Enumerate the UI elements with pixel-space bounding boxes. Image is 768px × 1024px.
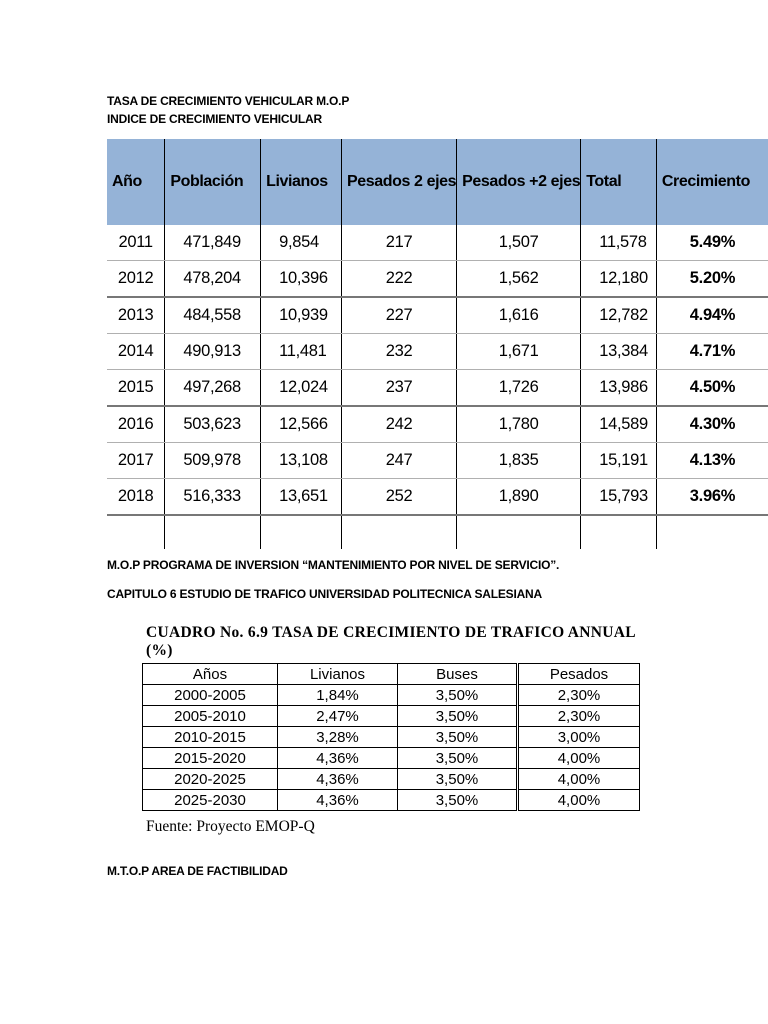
pesados-2-cell: 217 bbox=[341, 225, 456, 261]
livianos-cell: 10,396 bbox=[261, 261, 342, 298]
column-header: Pesados +2 ejes bbox=[457, 139, 581, 225]
pesados-2-cell: 242 bbox=[341, 406, 456, 443]
population-cell: 509,978 bbox=[165, 443, 261, 479]
pesados-plus2-cell: 1,671 bbox=[457, 334, 581, 370]
growth-cell: 4.71% bbox=[656, 334, 768, 370]
empty-cell bbox=[261, 515, 342, 549]
empty-row bbox=[107, 515, 768, 549]
capitulo-text: CAPITULO 6 ESTUDIO DE TRAFICO UNIVERSIDAD POLITECNICA SALESIANA bbox=[107, 587, 542, 601]
empty-cell bbox=[581, 515, 657, 549]
growth-cell: 4.94% bbox=[656, 297, 768, 334]
empty-cell bbox=[165, 515, 261, 549]
column-header: Buses bbox=[398, 664, 518, 685]
growth-index-table bbox=[107, 139, 768, 549]
table-row bbox=[107, 443, 768, 479]
pesados-plus2-cell: 1,726 bbox=[457, 370, 581, 407]
livianos-cell: 2,47% bbox=[278, 706, 398, 727]
buses-cell: 3,50% bbox=[398, 769, 518, 790]
period-cell: 2010-2015 bbox=[143, 727, 278, 748]
pesados-plus2-cell: 1,562 bbox=[457, 261, 581, 298]
total-cell: 15,191 bbox=[581, 443, 657, 479]
total-cell: 14,589 bbox=[581, 406, 657, 443]
period-cell: 2020-2025 bbox=[143, 769, 278, 790]
table-header-row bbox=[107, 139, 768, 225]
table-row bbox=[107, 225, 768, 261]
pesados-plus2-cell: 1,890 bbox=[457, 479, 581, 516]
period-cell: 2005-2010 bbox=[143, 706, 278, 727]
buses-cell: 3,50% bbox=[398, 790, 518, 811]
total-cell: 13,384 bbox=[581, 334, 657, 370]
column-header: Livianos bbox=[278, 664, 398, 685]
year-cell: 2015 bbox=[107, 370, 165, 407]
column-header: Año bbox=[107, 139, 165, 225]
table-row bbox=[143, 748, 640, 769]
total-cell: 11,578 bbox=[581, 225, 657, 261]
year-cell: 2013 bbox=[107, 297, 165, 334]
pesados-2-cell: 232 bbox=[341, 334, 456, 370]
total-cell: 15,793 bbox=[581, 479, 657, 516]
column-header: Pesados 2 ejes bbox=[341, 139, 456, 225]
empty-cell bbox=[656, 515, 768, 549]
livianos-cell: 13,108 bbox=[261, 443, 342, 479]
table-row bbox=[143, 790, 640, 811]
period-cell: 2025-2030 bbox=[143, 790, 278, 811]
cuadro-title: CUADRO No. 6.9 TASA DE CRECIMIENTO DE TRAFICO ANNUAL (%) bbox=[146, 624, 635, 659]
pesados-cell: 4,00% bbox=[518, 769, 640, 790]
pesados-plus2-cell: 1,507 bbox=[457, 225, 581, 261]
growth-cell: 5.20% bbox=[656, 261, 768, 298]
total-cell: 13,986 bbox=[581, 370, 657, 407]
pesados-cell: 2,30% bbox=[518, 706, 640, 727]
total-cell: 12,782 bbox=[581, 297, 657, 334]
mtop-text: M.T.O.P AREA DE FACTIBILIDAD bbox=[107, 864, 288, 878]
livianos-cell: 9,854 bbox=[261, 225, 342, 261]
empty-cell bbox=[341, 515, 456, 549]
table-row bbox=[107, 370, 768, 407]
traffic-growth-table bbox=[142, 663, 640, 811]
population-cell: 503,623 bbox=[165, 406, 261, 443]
population-cell: 478,204 bbox=[165, 261, 261, 298]
livianos-cell: 4,36% bbox=[278, 748, 398, 769]
mop-program-text: M.O.P PROGRAMA DE INVERSION “MANTENIMIENTO POR NIVEL DE SERVICIO”. bbox=[107, 558, 560, 572]
header-title-2: INDICE DE CRECIMIENTO VEHICULAR bbox=[107, 112, 322, 126]
population-cell: 490,913 bbox=[165, 334, 261, 370]
pesados-cell: 4,00% bbox=[518, 790, 640, 811]
pesados-cell: 3,00% bbox=[518, 727, 640, 748]
livianos-cell: 4,36% bbox=[278, 769, 398, 790]
total-cell: 12,180 bbox=[581, 261, 657, 298]
year-cell: 2011 bbox=[107, 225, 165, 261]
growth-cell: 4.50% bbox=[656, 370, 768, 407]
pesados-plus2-cell: 1,616 bbox=[457, 297, 581, 334]
buses-cell: 3,50% bbox=[398, 685, 518, 706]
empty-cell bbox=[457, 515, 581, 549]
pesados-cell: 2,30% bbox=[518, 685, 640, 706]
column-header: Años bbox=[143, 664, 278, 685]
table-row bbox=[107, 297, 768, 334]
livianos-cell: 13,651 bbox=[261, 479, 342, 516]
column-header: Livianos bbox=[261, 139, 342, 225]
pesados-2-cell: 222 bbox=[341, 261, 456, 298]
buses-cell: 3,50% bbox=[398, 748, 518, 769]
table-row bbox=[143, 727, 640, 748]
pesados-2-cell: 252 bbox=[341, 479, 456, 516]
year-cell: 2014 bbox=[107, 334, 165, 370]
livianos-cell: 1,84% bbox=[278, 685, 398, 706]
table-row bbox=[107, 479, 768, 516]
column-header: Población bbox=[165, 139, 261, 225]
table-header-row bbox=[143, 664, 640, 685]
livianos-cell: 3,28% bbox=[278, 727, 398, 748]
column-header: Total bbox=[581, 139, 657, 225]
pesados-2-cell: 247 bbox=[341, 443, 456, 479]
table-row bbox=[143, 685, 640, 706]
pesados-plus2-cell: 1,835 bbox=[457, 443, 581, 479]
period-cell: 2015-2020 bbox=[143, 748, 278, 769]
pesados-plus2-cell: 1,780 bbox=[457, 406, 581, 443]
table-row bbox=[143, 769, 640, 790]
year-cell: 2012 bbox=[107, 261, 165, 298]
table-row bbox=[107, 261, 768, 298]
header-title-1: TASA DE CRECIMIENTO VEHICULAR M.O.P bbox=[107, 94, 350, 108]
growth-cell: 3.96% bbox=[656, 479, 768, 516]
year-cell: 2016 bbox=[107, 406, 165, 443]
table-row bbox=[107, 406, 768, 443]
year-cell: 2018 bbox=[107, 479, 165, 516]
table-row bbox=[107, 334, 768, 370]
source-note: Fuente: Proyecto EMOP-Q bbox=[146, 818, 315, 835]
livianos-cell: 12,566 bbox=[261, 406, 342, 443]
empty-cell bbox=[107, 515, 165, 549]
livianos-cell: 4,36% bbox=[278, 790, 398, 811]
pesados-2-cell: 227 bbox=[341, 297, 456, 334]
growth-cell: 4.30% bbox=[656, 406, 768, 443]
year-cell: 2017 bbox=[107, 443, 165, 479]
population-cell: 471,849 bbox=[165, 225, 261, 261]
population-cell: 484,558 bbox=[165, 297, 261, 334]
buses-cell: 3,50% bbox=[398, 706, 518, 727]
buses-cell: 3,50% bbox=[398, 727, 518, 748]
livianos-cell: 10,939 bbox=[261, 297, 342, 334]
pesados-2-cell: 237 bbox=[341, 370, 456, 407]
column-header: Pesados bbox=[518, 664, 640, 685]
growth-cell: 5.49% bbox=[656, 225, 768, 261]
population-cell: 516,333 bbox=[165, 479, 261, 516]
pesados-cell: 4,00% bbox=[518, 748, 640, 769]
livianos-cell: 12,024 bbox=[261, 370, 342, 407]
period-cell: 2000-2005 bbox=[143, 685, 278, 706]
growth-cell: 4.13% bbox=[656, 443, 768, 479]
table-row bbox=[143, 706, 640, 727]
population-cell: 497,268 bbox=[165, 370, 261, 407]
livianos-cell: 11,481 bbox=[261, 334, 342, 370]
column-header: Crecimiento bbox=[656, 139, 768, 225]
